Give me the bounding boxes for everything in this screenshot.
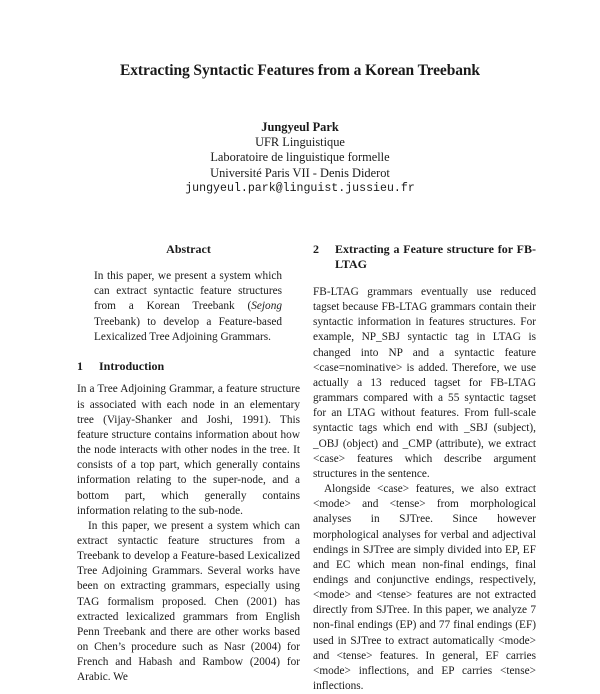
author-affiliation-lab: Laboratoire de linguistique formelle: [210, 150, 390, 165]
abstract-heading: Abstract: [166, 242, 211, 256]
section-number: 1: [77, 358, 83, 373]
author-email: jungyeul.park@linguist.jussieu.fr: [185, 181, 415, 195]
intro-paragraph: In this paper, we present a system which can extract syntactic feature structures from a Treebank to develop a Feature-based Lexicalized Tree Adjoining Grammars. Several works have been on extracting grammars, especially using TAG formalism proposed. Chen (2001) has extracted lexicalized grammars from English Penn Treebank and there are other works based on Chen’s procedure such as Nasr (2004) for French and Habash and Rambow (2004) for Arabic. We: [77, 519, 300, 684]
intro-paragraph: In a Tree Adjoining Grammar, a feature structure is associated with each node in an elementary tree (Vijay-Shanker and Joshi, 1991). This feature structure contains information about how the node interacts with other nodes in the tree. It consists of a top part, which generally contains information relating to the super-node, and a bottom part, which generally contains information relating to the sub-node.: [77, 383, 300, 517]
author-name: Jungyeul Park: [261, 120, 339, 134]
left-column: [77, 242, 300, 686]
abstract-italic-term: Sejong: [251, 300, 282, 313]
right-column: [313, 242, 536, 694]
section-heading-introduction: [77, 359, 300, 374]
section-title: Introduction: [99, 358, 165, 373]
section-number: 2: [313, 242, 319, 256]
section2-paragraph: FB-LTAG grammars eventually use reduced tagset because FB-LTAG grammars contain their syntactic information in features structures. For example, NP_SBJ syntactic tag in LTAG is changed into NP and a syntactic feature <case=nominative> is added. Therefore, we use actually a 13 reduced tagset for FB-LTAG grammars compared with a 55 syntactic tagset for an LTAG without features. From full-scale syntactic tags which end with _SBJ (subject), _OBJ (object) and _CMP (attribute), we extract <case> features which describe argument structures in the sentence.: [313, 286, 536, 480]
author-block: [0, 120, 600, 196]
paper-title: Extracting Syntactic Features from a Korean Treebank: [120, 62, 480, 79]
section-heading-feature-structure: [313, 242, 536, 271]
section-title: Extracting a Feature structure for FB-LTAG: [335, 242, 536, 271]
author-affiliation-dept: UFR Linguistique: [255, 135, 345, 150]
section2-paragraph: Alongside <case> features, we also extract <mode> and <tense> from morphological analyses in SJTree. Since however morphological analyses for verbal and adjectival endings in SJTree are simply divided into EP, EF and EC which mean non-final endings, final endings and conjunctive endings, respectively, <mode> and <tense> features are not extracted directly from SJTree. In this paper, we analyze 7 non-final endings (EP) and 77 final endings (EF) used in SJTree to extract automatically <mode> and <tense> features. In general, EF carries <mode> inflections, and EP carries <tense> inflections.: [313, 483, 536, 693]
abstract-text: [94, 269, 282, 345]
abstract-text-part: Treebank) to develop a Feature-based Lexicalized Tree Adjoining Grammars.: [94, 315, 282, 343]
author-affiliation-university: Université Paris VII - Denis Diderot: [210, 165, 390, 180]
abstract-text-part: In this paper, we present a system which can extract syntactic feature structures from a Korean Treebank (: [94, 270, 282, 313]
